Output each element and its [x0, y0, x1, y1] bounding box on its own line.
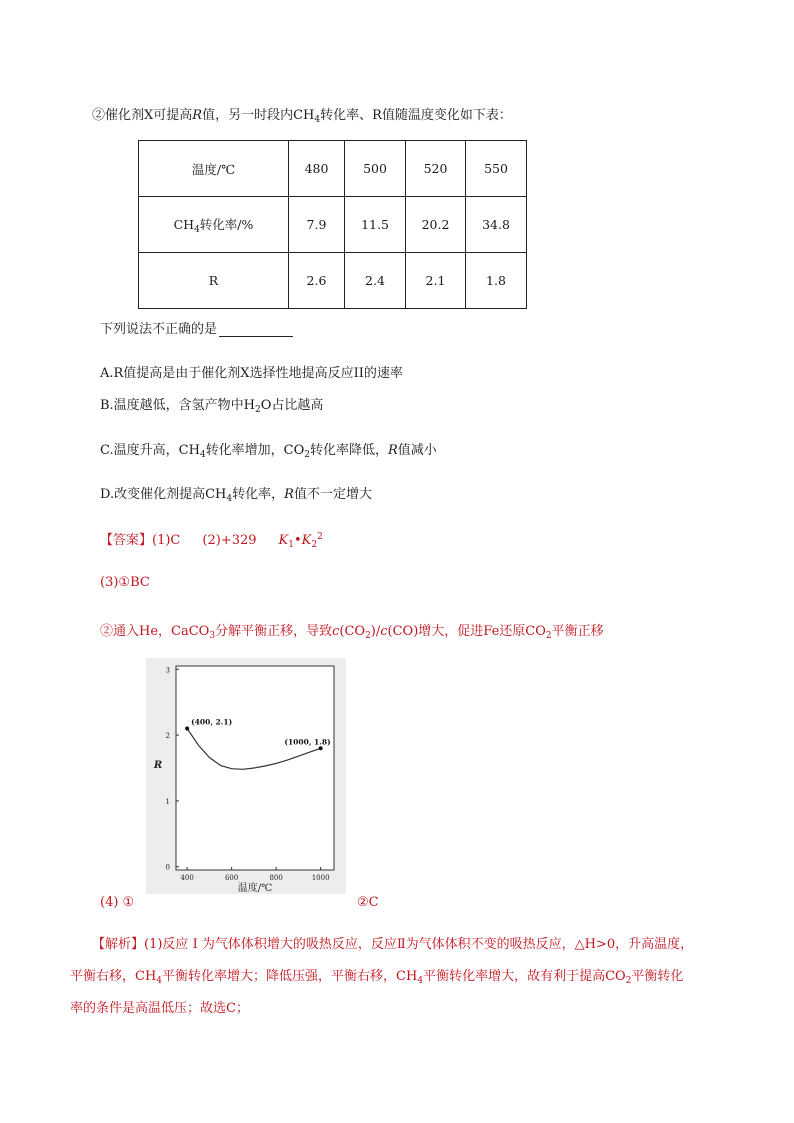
analysis-line-1: 【解析】(1)反应 I 为气体体积增大的吸热反应，反应Ⅱ为气体体积不变的吸热反应，△H>0，升高温度，	[92, 937, 694, 952]
option-b: B.温度越低，含氢产物中$H_2O$占比越高	[100, 398, 324, 415]
answer-label: 【答案】	[100, 533, 153, 548]
circled-number: ②	[92, 108, 106, 123]
answer-line-3: (3)①BC	[100, 575, 150, 590]
analysis-line-2: 平衡右移，$CH_4$平衡转化率增大；降低压强，平衡右移，$CH_4$平衡转化率增大，故有利于提高$CO_2$平衡转化	[70, 969, 684, 986]
x-axis-label: 温度/℃	[237, 883, 273, 894]
intro-line: ②催化剂X可提高R值，另一时段内$CH_4$转化率、R值随温度变化如下表：	[92, 108, 512, 125]
answer-blank	[219, 322, 293, 337]
table-row-conversion	[139, 197, 527, 253]
answer-line-1: 【答案】(1)C (2)+329 $K_1•K_2^2$	[100, 532, 323, 550]
x-tick-label: 400	[180, 874, 194, 882]
table-cell: 480	[289, 141, 345, 197]
y-tick-label: 3	[165, 666, 170, 675]
table-cell: 500	[345, 141, 406, 197]
table-header-cell: $CH_4$转化率/%	[139, 197, 289, 253]
answer-line-4-left: (4) ①	[100, 895, 135, 910]
y-tick-label: 2	[165, 732, 170, 741]
table-header-cell: R	[139, 253, 289, 309]
table-header-cell: 温度/℃	[139, 141, 289, 197]
table-cell: 1.8	[466, 253, 527, 309]
table-row-r	[139, 253, 527, 309]
option-d: D.改变催化剂提高$CH_4$转化率，R值不一定增大	[100, 487, 372, 504]
y-tick-label: 0	[165, 863, 170, 872]
data-point	[185, 727, 189, 731]
table-row-temperature	[139, 141, 527, 197]
r-vs-temperature-chart	[146, 658, 346, 894]
answer-line-4-right: ②C	[357, 895, 379, 910]
y-tick-label: 1	[165, 797, 170, 806]
table-cell: 11.5	[345, 197, 406, 253]
x-tick-label: 1000	[311, 874, 330, 882]
chart-svg	[146, 658, 346, 894]
data-table	[138, 140, 527, 309]
table-cell: 20.2	[406, 197, 466, 253]
point-annotation: (1000, 1.8)	[284, 737, 331, 747]
option-a: A.R值提高是由于催化剂X选择性地提高反应II的速率	[100, 366, 403, 381]
table-cell: 2.4	[345, 253, 406, 309]
x-tick-label: 800	[269, 874, 283, 882]
table-cell: 34.8	[466, 197, 527, 253]
table-cell: 2.1	[406, 253, 466, 309]
question-line: 下列说法不正确的是	[100, 318, 293, 337]
data-point	[319, 746, 323, 750]
table-cell: 550	[466, 141, 527, 197]
answer-line-3b: ②通入He，CaCO$_3$分解平衡正移，导致$c(CO_2)/c(CO)$增大，促进Fe还原$CO_2$平衡正移	[100, 624, 604, 641]
point-annotation: (400, 2.1)	[191, 717, 233, 727]
y-axis-label: R	[153, 760, 163, 771]
analysis-label: 【解析】	[92, 937, 145, 952]
analysis-line-3: 率的条件是高温低压；故选C；	[70, 1001, 249, 1016]
x-tick-label: 600	[224, 874, 239, 882]
table-cell: 520	[406, 141, 466, 197]
option-c: C.温度升高，$CH_4$转化率增加，$CO_2$转化率降低，R值减小	[100, 443, 437, 460]
table-cell: 7.9	[289, 197, 345, 253]
table-cell: 2.6	[289, 253, 345, 309]
